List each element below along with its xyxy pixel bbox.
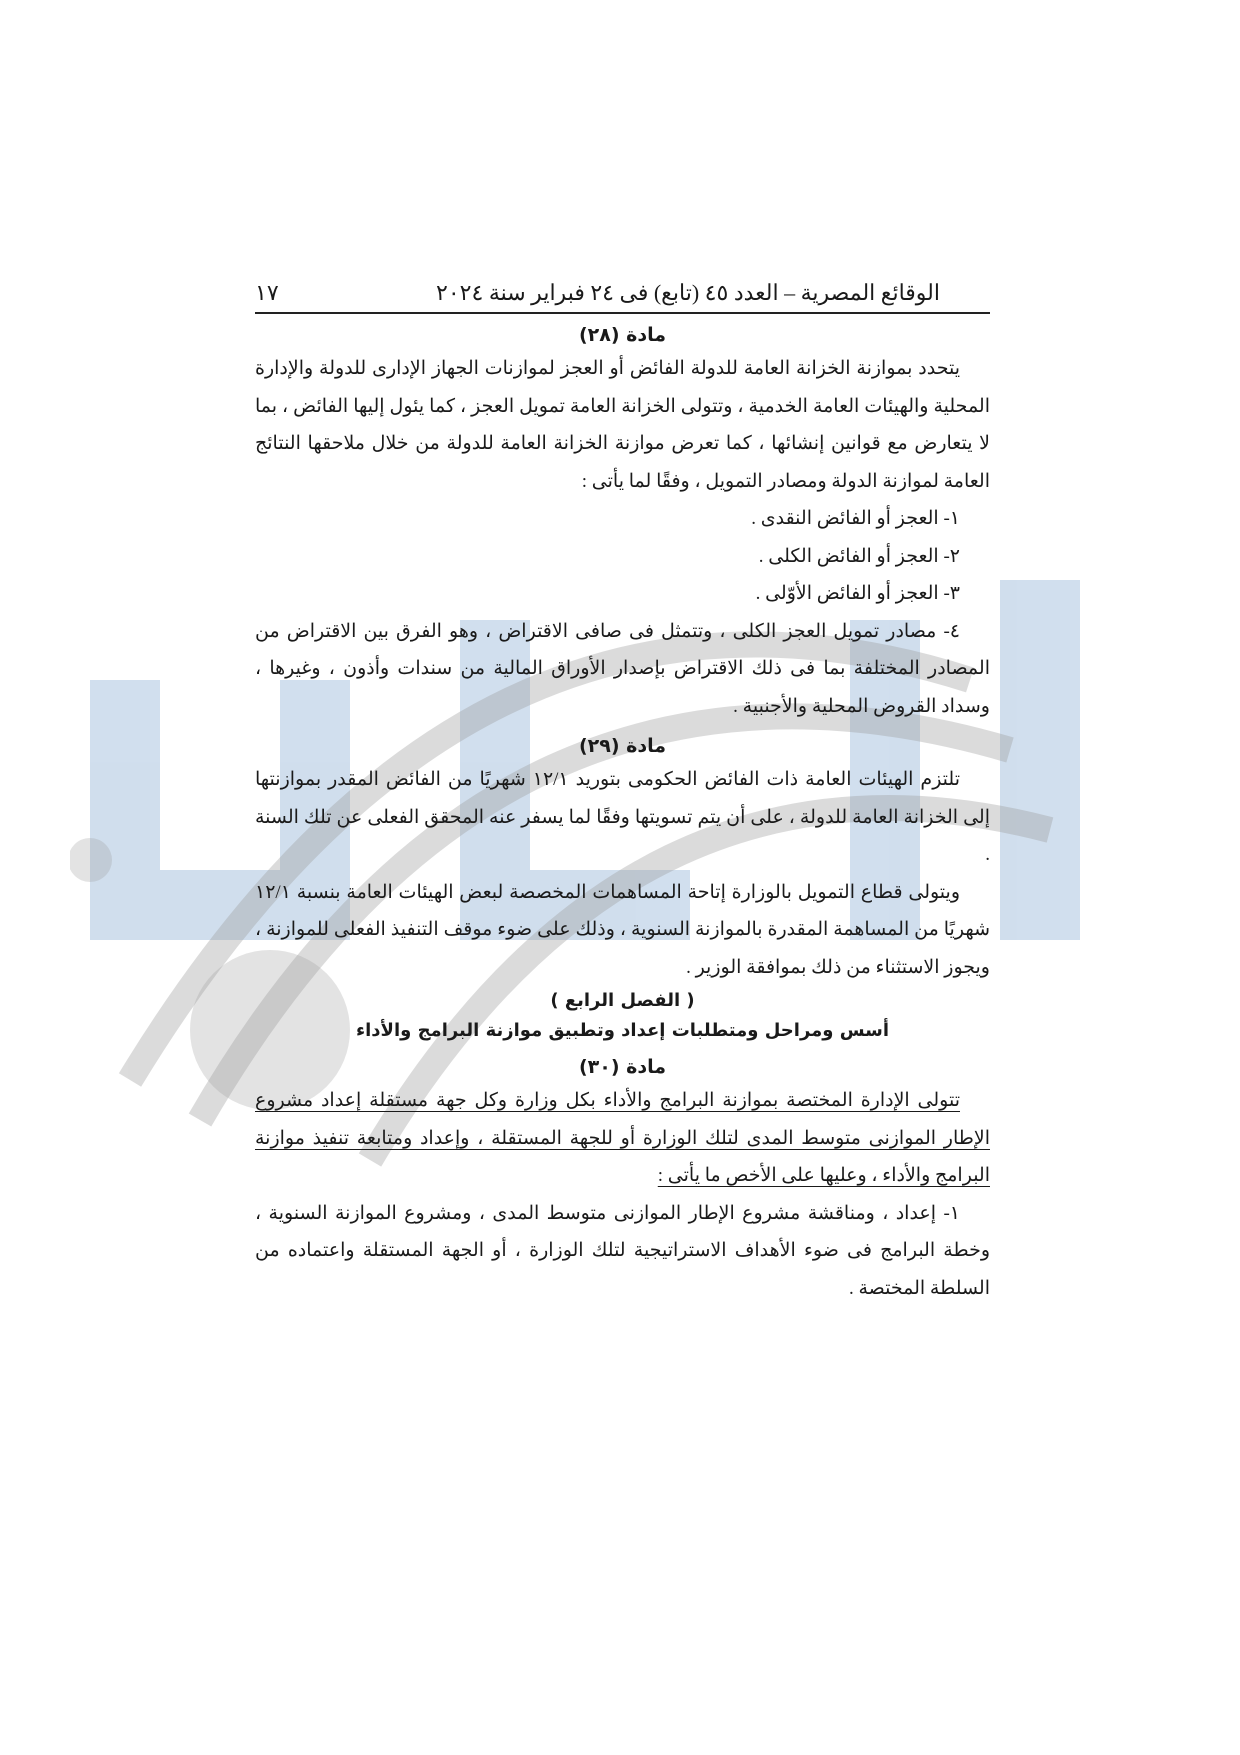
article-28-item-2: ٢- العجز أو الفائض الكلى . [758,545,960,567]
article-28-item-4: ٤- مصادر تمويل العجز الكلى ، وتتمثل فى صافى الاقتراض ، وهو الفرق بين الاقتراض من المصادر المختلفة بما فى ذلك الاقتراض بإصدار الأوراق المالية من سندات وأذون ، وغيرها ، وسداد القروض المحلية والأجنبية . [255,620,990,717]
publication-title: الوقائع المصرية – العدد ٤٥ (تابع) فى ٢٤ فبراير سنة ٢٠٢٤ [436,280,940,305]
article-28-item-1: ١- العجز أو الفائض النقدى . [751,508,960,529]
article-29-paragraph-2: ويتولى قطاع التمويل بالوزارة إتاحة المساهمات المخصصة لبعض الهيئات العامة بنسبة ١٢/١ شهريًا من المساهمة المقدرة بالموازنة السنوية ، وذلك على ضوء موقف التنفيذ الفعلى للموازنة ، ويجوز الاستثناء من ذلك بموافقة الوزير . [255,881,990,978]
document-page [255,280,990,1307]
chapter-title: ( الفصل الرابع ) [550,990,695,1011]
article-29-paragraph-1: تلتزم الهيئات العامة ذات الفائض الحكومى بتوريد ١٢/١ شهريًا من الفائض المقدر بموازنتها إلى الخزانة العامة للدولة ، على أن يتم تسويتها وفقًا لما يسفر عنه المحقق الفعلى عن تلك السنة . [255,769,990,865]
page-number: ١٧ [255,280,279,305]
article-30-paragraph: تتولى الإدارة المختصة بموازنة البرامج والأداء بكل وزارة وكل جهة مستقلة إعداد مشروع الإطار الموازنى متوسط المدى لتلك الوزارة أو للجهة المستقلة ، وإعداد ومتابعة تنفيذ موازنة البرامج والأداء ، وعليها على الأخص ما يأتى : [255,1090,990,1186]
article-30-item-1: ١- إعداد ، ومناقشة مشروع الإطار الموازنى متوسط المدى ، ومشروع الموازنة السنوية ، وخطة البرامج فى ضوء الأهداف الاستراتيجية لتلك الوزارة ، أو الجهة المستقلة واعتماده من السلطة المختصة . [255,1202,990,1299]
article-28-item-3: ٣- العجز أو الفائض الأوّلى . [755,583,960,604]
article-28-paragraph: يتحدد بموازنة الخزانة العامة للدولة الفائض أو العجز لموازنات الجهاز الإدارى للدولة والإدارة المحلية والهيئات العامة الخدمية ، وتتولى الخزانة العامة تمويل العجز ، كما يئول إليها الفائض ، بما لا يتعارض مع قوانين إنشائها ، كما تعرض موازنة الخزانة العامة للدولة من خلال ملاحقها النتائج العامة لموازنة الدولة ومصادر التمويل ، وفقًا لما يأتى : [255,358,990,492]
chapter-subtitle: أسس ومراحل ومتطلبات إعداد وتطبيق موازنة البرامج والأداء [355,1020,890,1041]
article-30-title: مادة (٣٠) [578,1056,667,1078]
article-29-title: مادة (٢٩) [578,735,667,757]
page-header [255,280,990,314]
article-28-title: مادة (٢٨) [578,324,667,346]
